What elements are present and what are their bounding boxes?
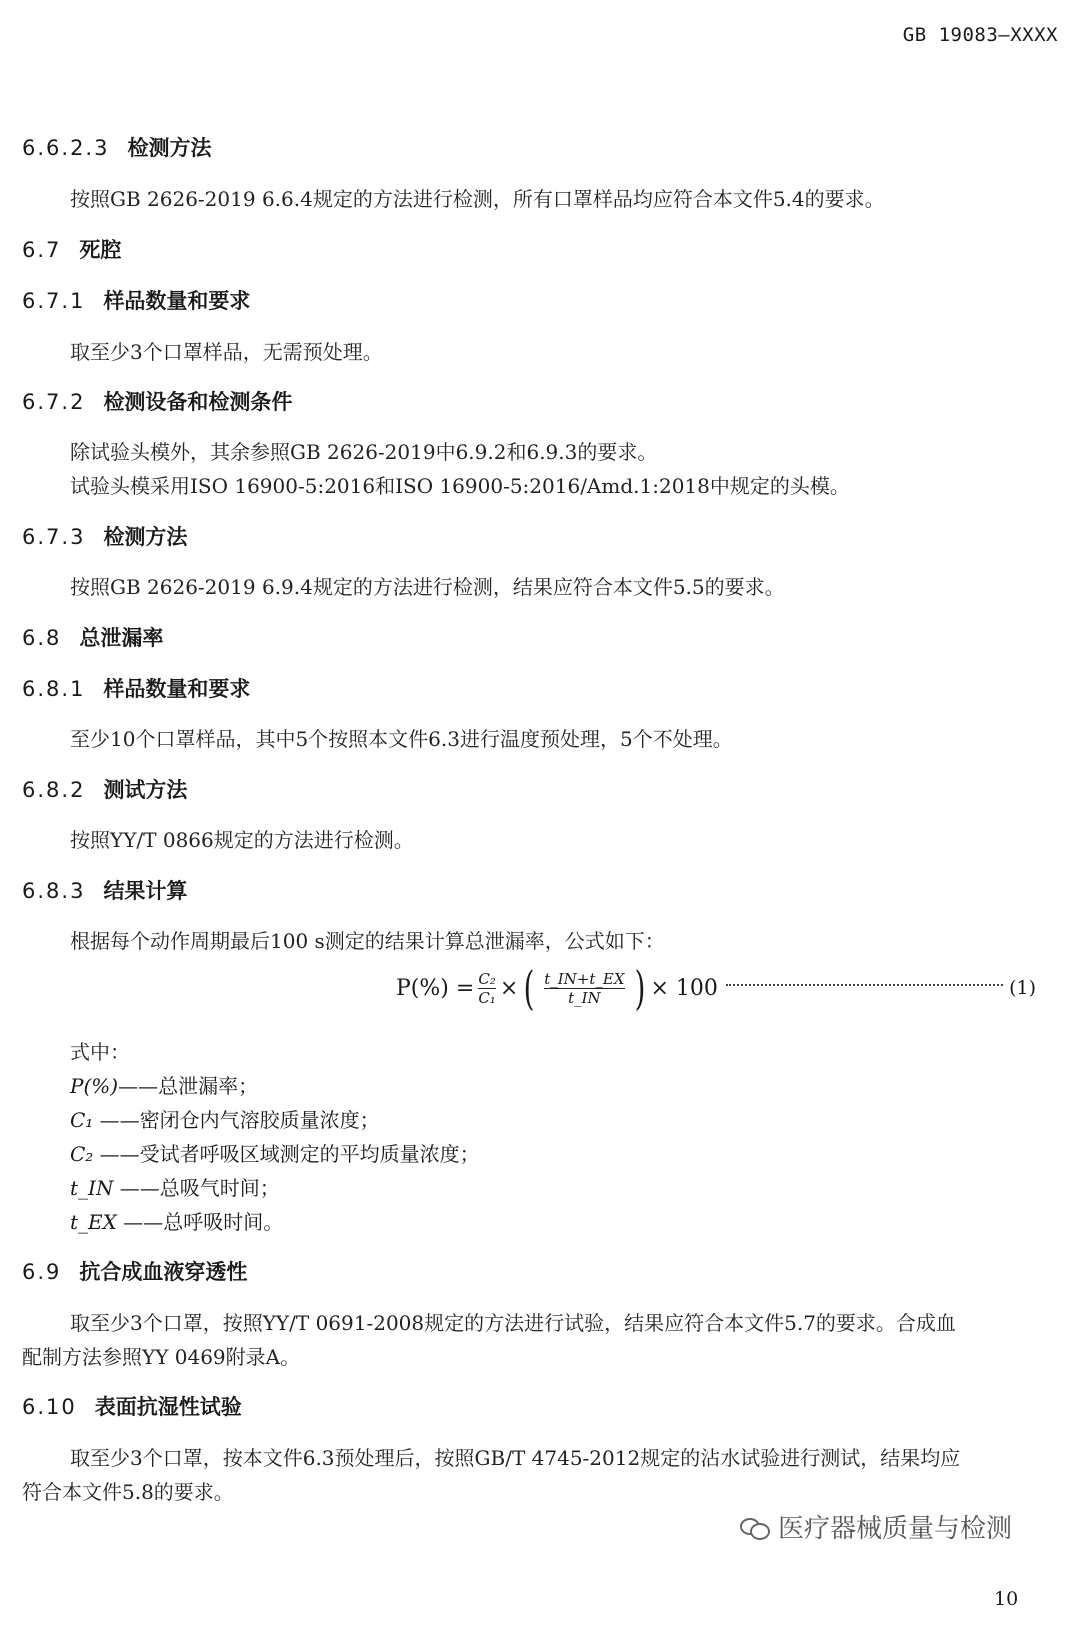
heading-6-7-1: 6.7.1 样品数量和要求: [22, 289, 251, 313]
paragraph: 按照GB 2626-2019 6.6.4规定的方法进行检测，所有口罩样品均应符合本文件5.4的要求。: [70, 187, 885, 211]
formula-lhs: P(%) =: [396, 975, 475, 1001]
watermark-text: 医疗器械质量与检测: [778, 1514, 1013, 1544]
times-sign: ×: [499, 975, 519, 1001]
fraction-c2-c1: $\frac{\text{C₂}}{\text{C₁}}$: [478, 969, 496, 1007]
formula-multiplier: × 100: [650, 975, 718, 1001]
heading-6-8-1: 6.8.1 样品数量和要求: [22, 677, 251, 701]
watermark: [740, 1508, 1012, 1545]
paragraph: 取至少3个口罩，按照YY/T 0691-2008规定的方法进行试验，结果应符合本文件5.7的要求。合成血: [70, 1311, 956, 1335]
paragraph: 配制方法参照YY 0469附录A。: [22, 1345, 301, 1369]
paragraph: 至少10个口罩样品，其中5个按照本文件6.3进行温度预处理，5个不处理。: [70, 727, 733, 751]
heading-6-8-3: 6.8.3 结果计算: [22, 879, 188, 903]
wechat-icon: [740, 1516, 770, 1538]
leader-dots: [726, 984, 1003, 986]
variable-definition: C₁ ——密闭仓内气溶胶质量浓度；: [70, 1108, 380, 1132]
heading-6-7-2: 6.7.2 检测设备和检测条件: [22, 390, 293, 414]
equation-number: (1): [1009, 977, 1036, 999]
heading-6-8: 6.8 总泄漏率: [22, 626, 164, 650]
variable-definition: C₂ ——受试者呼吸区域测定的平均质量浓度；: [70, 1142, 480, 1166]
paragraph: 按照GB 2626-2019 6.9.4规定的方法进行检测，结果应符合本文件5.5的要求。: [70, 575, 785, 599]
page-number: 10: [994, 1588, 1019, 1610]
heading-6-7: 6.7 死腔: [22, 238, 122, 262]
paragraph: 取至少3个口罩样品，无需预处理。: [70, 340, 383, 364]
paragraph: 根据每个动作周期最后100 s测定的结果计算总泄漏率，公式如下：: [70, 929, 665, 953]
heading-6-7-3: 6.7.3 检测方法: [22, 525, 188, 549]
paragraph: 取至少3个口罩，按本文件6.3预处理后，按照GB/T 4745-2012规定的沾水试验进行测试，结果均应: [70, 1446, 961, 1470]
formula-1: P(%) = $\frac{\text{C₂}}{\text{C₁}}$ × ( $\frac{t\_IN+t\_EX}{t\_IN}$ ) × 100 (1): [396, 961, 1036, 1015]
document-code: GB 19083—XXXX: [902, 24, 1058, 46]
heading-6-6-2-3: 6.6.2.3 检测方法: [22, 136, 212, 160]
paragraph: 除试验头模外，其余参照GB 2626-2019中6.9.2和6.9.3的要求。: [70, 440, 658, 464]
variable-definition: t_IN ——总吸气时间；: [70, 1176, 280, 1200]
where-label: 式中：: [70, 1040, 130, 1064]
variable-definition: P(%)——总泄漏率；: [70, 1074, 259, 1098]
variable-definition: t_EX ——总呼吸时间。: [70, 1210, 284, 1234]
fraction-time: $\frac{t\_IN+t\_EX}{t\_IN}$: [544, 969, 625, 1007]
heading-6-9: 6.9 抗合成血液穿透性: [22, 1260, 248, 1284]
paragraph: 按照YY/T 0866规定的方法进行检测。: [70, 828, 414, 852]
paragraph: 试验头模采用ISO 16900-5:2016和ISO 16900-5:2016/Amd.1:2018中规定的头模。: [70, 474, 850, 498]
heading-6-8-2: 6.8.2 测试方法: [22, 778, 188, 802]
heading-6-10: 6.10 表面抗湿性试验: [22, 1395, 242, 1419]
paragraph: 符合本文件5.8的要求。: [22, 1480, 234, 1504]
